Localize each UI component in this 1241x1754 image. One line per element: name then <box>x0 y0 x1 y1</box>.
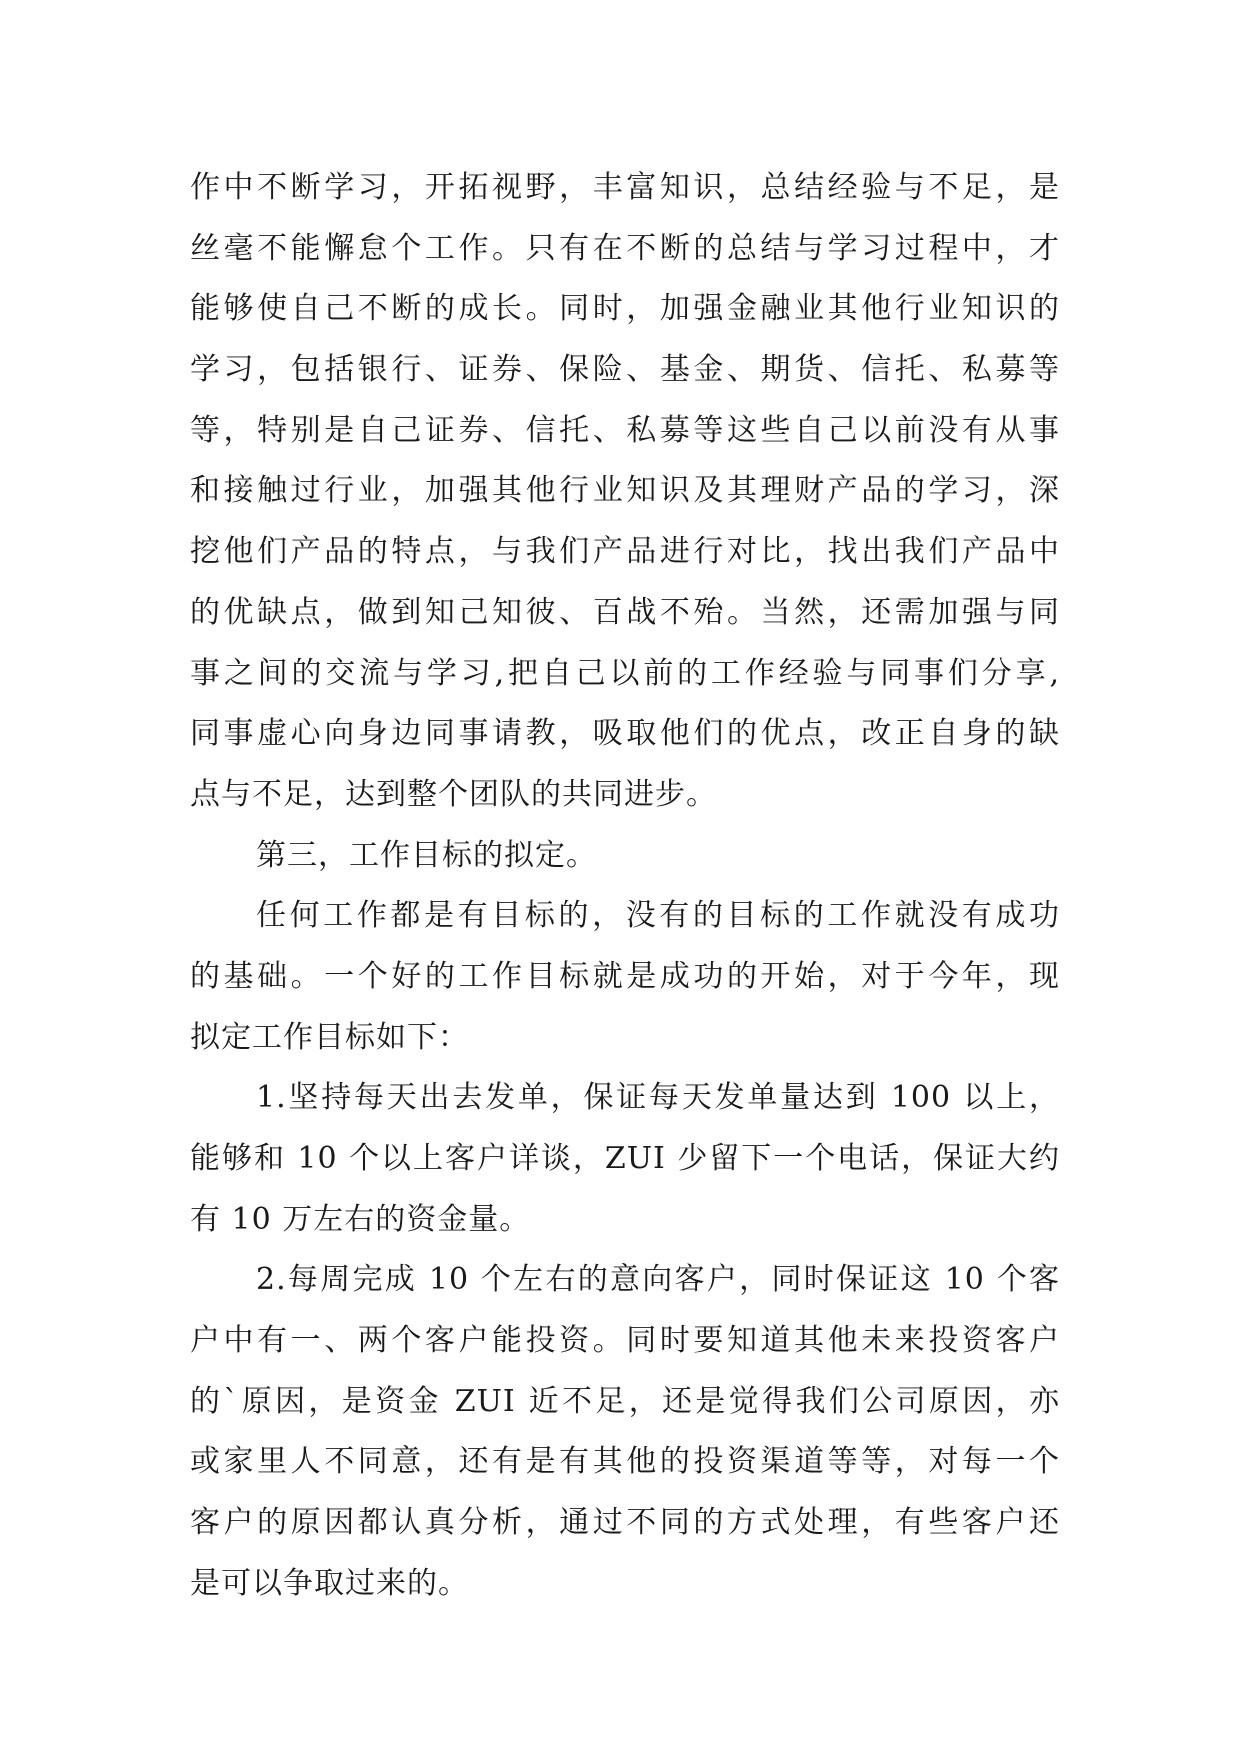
text-line: 挖他们产品的特点，与我们产品进行对比，找出我们产品中 <box>190 534 1060 570</box>
list-item-line: 是可以争取过来的。 <box>190 1565 469 1601</box>
text-line: 拟定工作目标如下： <box>190 1019 469 1055</box>
text-line: 任何工作都是有目标的，没有的目标的工作就没有成功 <box>256 898 1060 934</box>
text-line: 的基础。一个好的工作目标就是成功的开始，对于今年，现 <box>190 958 1060 994</box>
text-line: 学习，包括银行、证券、保险、基金、期货、信托、私募等 <box>190 352 1060 388</box>
text-line: 事之间的交流与学习,把自己以前的工作经验与同事们分享, <box>190 655 1060 691</box>
text-line: 能够使自己不断的成长。同时，加强金融业其他行业知识的 <box>190 291 1060 327</box>
list-item-line: 户中有一、两个客户能投资。同时要知道其他未来投资客户 <box>190 1323 1060 1359</box>
text-line: 点与不足，达到整个团队的共同进步。 <box>190 776 717 812</box>
list-item-line: 能够和 10 个以上客户详谈，ZUI 少留下一个电话，保证大约 <box>190 1141 1060 1176</box>
list-item-line: 的`原因，是资金 ZUI 近不足，还是觉得我们公司原因，亦 <box>190 1383 1060 1419</box>
section-heading: 第三，工作目标的拟定。 <box>256 837 597 873</box>
text-line: 作中不断学习，开拓视野，丰富知识，总结经验与不足，是 <box>190 170 1060 205</box>
list-item-line: 客户的原因都认真分析，通过不同的方式处理，有些客户还 <box>190 1505 1060 1541</box>
text-line: 等，特别是自己证券、信托、私募等这些自己以前没有从事 <box>190 412 1060 448</box>
list-item-line: 或家里人不同意，还有是有其他的投资渠道等等，对每一个 <box>190 1444 1060 1480</box>
document-body <box>190 158 1060 1615</box>
text-line: 丝毫不能懈怠个工作。只有在不断的总结与学习过程中，才 <box>190 230 1060 266</box>
text-line: 同事虚心向身边同事请教，吸取他们的优点，改正自身的缺 <box>190 716 1060 752</box>
list-item-line: 2.每周完成 10 个左右的意向客户，同时保证这 10 个客 <box>256 1262 1060 1298</box>
list-item-line: 有 10 万左右的资金量。 <box>190 1201 531 1237</box>
text-line: 和接触过行业，加强其他行业知识及其理财产品的学习，深 <box>190 473 1060 509</box>
text-line: 的优缺点，做到知己知彼、百战不殆。当然，还需加强与同 <box>190 594 1060 630</box>
list-item-line: 1.坚持每天出去发单，保证每天发单量达到 100 以上， <box>256 1080 1060 1116</box>
